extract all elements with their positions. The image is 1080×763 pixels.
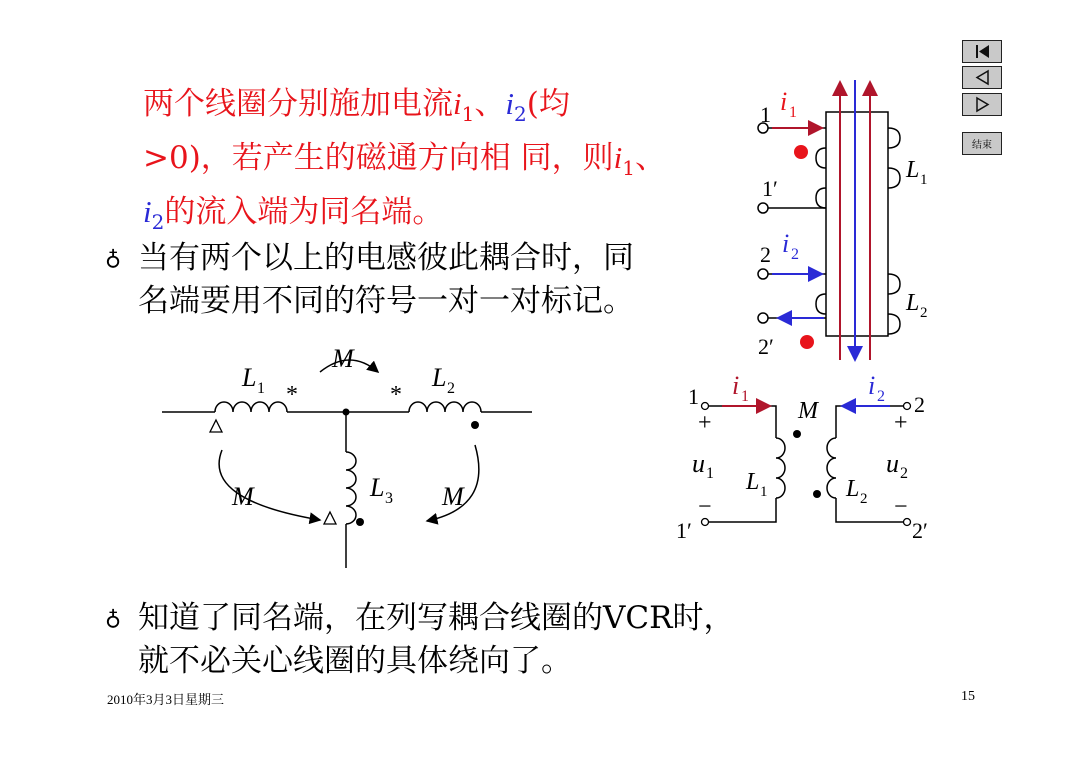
coupled-coils-core-figure [750, 70, 950, 370]
bullet-multiple-inductors [105, 237, 738, 323]
terminal-1-prime: 1′ [676, 518, 692, 543]
current-i2: i [143, 194, 152, 230]
inductor-L2 [409, 402, 481, 412]
terminal-1: 1 [688, 384, 699, 409]
first-slide-button[interactable] [962, 40, 1002, 63]
voltage-u1-label: u [692, 449, 705, 478]
polarity-minus: − [894, 494, 908, 520]
current-i2-sub: 2 [877, 388, 885, 405]
polarity-minus: − [698, 494, 712, 520]
terminal-1: 1 [760, 102, 771, 127]
bullet-line: 就不必关心线圈的具体绕向了。 [138, 643, 572, 679]
inductor-L1-label: L [242, 363, 257, 392]
inductor-L1-sub: 1 [257, 380, 265, 397]
current-i1-label: i [780, 87, 788, 116]
terminal-2-prime: 2′ [912, 518, 928, 543]
previous-icon [967, 69, 997, 86]
polarity-plus: + [894, 410, 908, 436]
polarity-plus: + [698, 410, 712, 436]
inductor-L1-sub: 1 [920, 172, 928, 188]
page-number: 15 [961, 689, 975, 704]
current-i1: i [613, 140, 623, 176]
current-i1-sub: 1 [622, 156, 636, 181]
inductor-L1-label: L [906, 157, 920, 183]
current-i1: i [453, 86, 462, 121]
dot-marker [813, 490, 821, 498]
coupled-coils-definition [143, 82, 743, 245]
terminal-1-prime: 1′ [762, 176, 778, 201]
separator: 、 [635, 140, 667, 177]
inductor-L2-label: L [906, 290, 920, 316]
dot-marker [794, 145, 808, 159]
terminal-2: 2 [760, 242, 771, 267]
definition-text: (均 [526, 86, 570, 122]
inductor-L2-sub: 2 [860, 491, 868, 507]
current-i1-sub: 1 [789, 104, 797, 121]
current-i1-label: i [732, 372, 740, 400]
star-marker: * [286, 382, 298, 408]
bullet-line: 知道了同名端，在列写耦合线圈的VCR时， [138, 600, 735, 636]
definition-line-1 [143, 82, 743, 136]
coupled-inductor-circuit [662, 372, 952, 572]
inductor-L1 [776, 438, 785, 498]
terminal-node [904, 403, 911, 410]
star-marker: * [390, 382, 402, 408]
current-i2-label: i [782, 229, 790, 258]
separator: 、 [474, 86, 506, 122]
inductor-L2-label: L [846, 476, 860, 502]
dot-marker [793, 430, 801, 438]
current-i1-sub: 1 [741, 388, 749, 405]
inductor-L2-sub: 2 [447, 380, 455, 397]
dot-marker [471, 421, 479, 429]
footer-date: 2010年3月3日星期三 [107, 692, 225, 707]
bullet-icon: ♁ [105, 246, 122, 271]
three-inductor-figure [150, 340, 550, 580]
inductor-L3-sub: 3 [385, 490, 393, 507]
definition-line-2 [143, 136, 743, 190]
inductor-L1-label: L [746, 469, 760, 495]
definition-text: 两个线圈分别施加电流 [143, 86, 453, 122]
voltage-u2-label: u [886, 449, 899, 478]
dot-marker [356, 518, 364, 526]
inductor-L1 [215, 402, 287, 412]
definition-text: >0)，若产生的磁通方向相 同，则 [143, 140, 614, 177]
inductor-L3 [346, 452, 356, 524]
junction-node [343, 409, 350, 416]
first-slide-icon [967, 43, 997, 60]
inductor-L2 [827, 438, 836, 498]
wire [708, 406, 776, 438]
inductor-L3-label: L [370, 473, 385, 502]
end-show-label: 结束 [972, 140, 992, 151]
inductor-L2-sub: 2 [920, 305, 928, 321]
next-icon [967, 96, 997, 113]
voltage-u2-sub: 2 [900, 465, 908, 482]
coil-1 [758, 123, 900, 213]
bullet-line: 名端要用不同的符号一对一对标记。 [138, 283, 634, 319]
mutual-M: M [798, 398, 818, 424]
coil-2 [758, 269, 900, 334]
bullet-vcr [105, 597, 958, 683]
wire [708, 498, 776, 522]
inductor-L2-label: L [432, 363, 447, 392]
mutual-M-top: M [332, 344, 354, 373]
bullet-line: 当有两个以上的电感彼此耦合时，同 [138, 240, 634, 276]
current-i2-sub: 2 [151, 210, 165, 235]
current-i2-sub: 2 [791, 246, 799, 263]
terminal-2: 2 [914, 392, 925, 417]
next-slide-button[interactable] [962, 93, 1002, 116]
mutual-M-left: M [232, 482, 254, 511]
definition-text: 的流入端为同名端。 [164, 194, 444, 231]
triangle-marker [324, 512, 336, 524]
inductor-L1-sub: 1 [760, 484, 768, 500]
triangle-marker [210, 420, 222, 432]
core [826, 112, 888, 336]
voltage-u1-sub: 1 [706, 465, 714, 482]
mutual-M-right: M [442, 482, 464, 511]
terminal-2-prime: 2′ [758, 334, 774, 359]
dot-marker [800, 335, 814, 349]
end-show-button[interactable] [962, 132, 1002, 155]
current-i1-sub: 1 [461, 102, 475, 127]
current-i2-label: i [868, 372, 876, 400]
current-i2: i [505, 86, 514, 121]
previous-slide-button[interactable] [962, 66, 1002, 89]
bullet-icon: ♁ [105, 606, 122, 631]
current-i2-sub: 2 [513, 102, 527, 127]
terminal-node [702, 403, 709, 410]
